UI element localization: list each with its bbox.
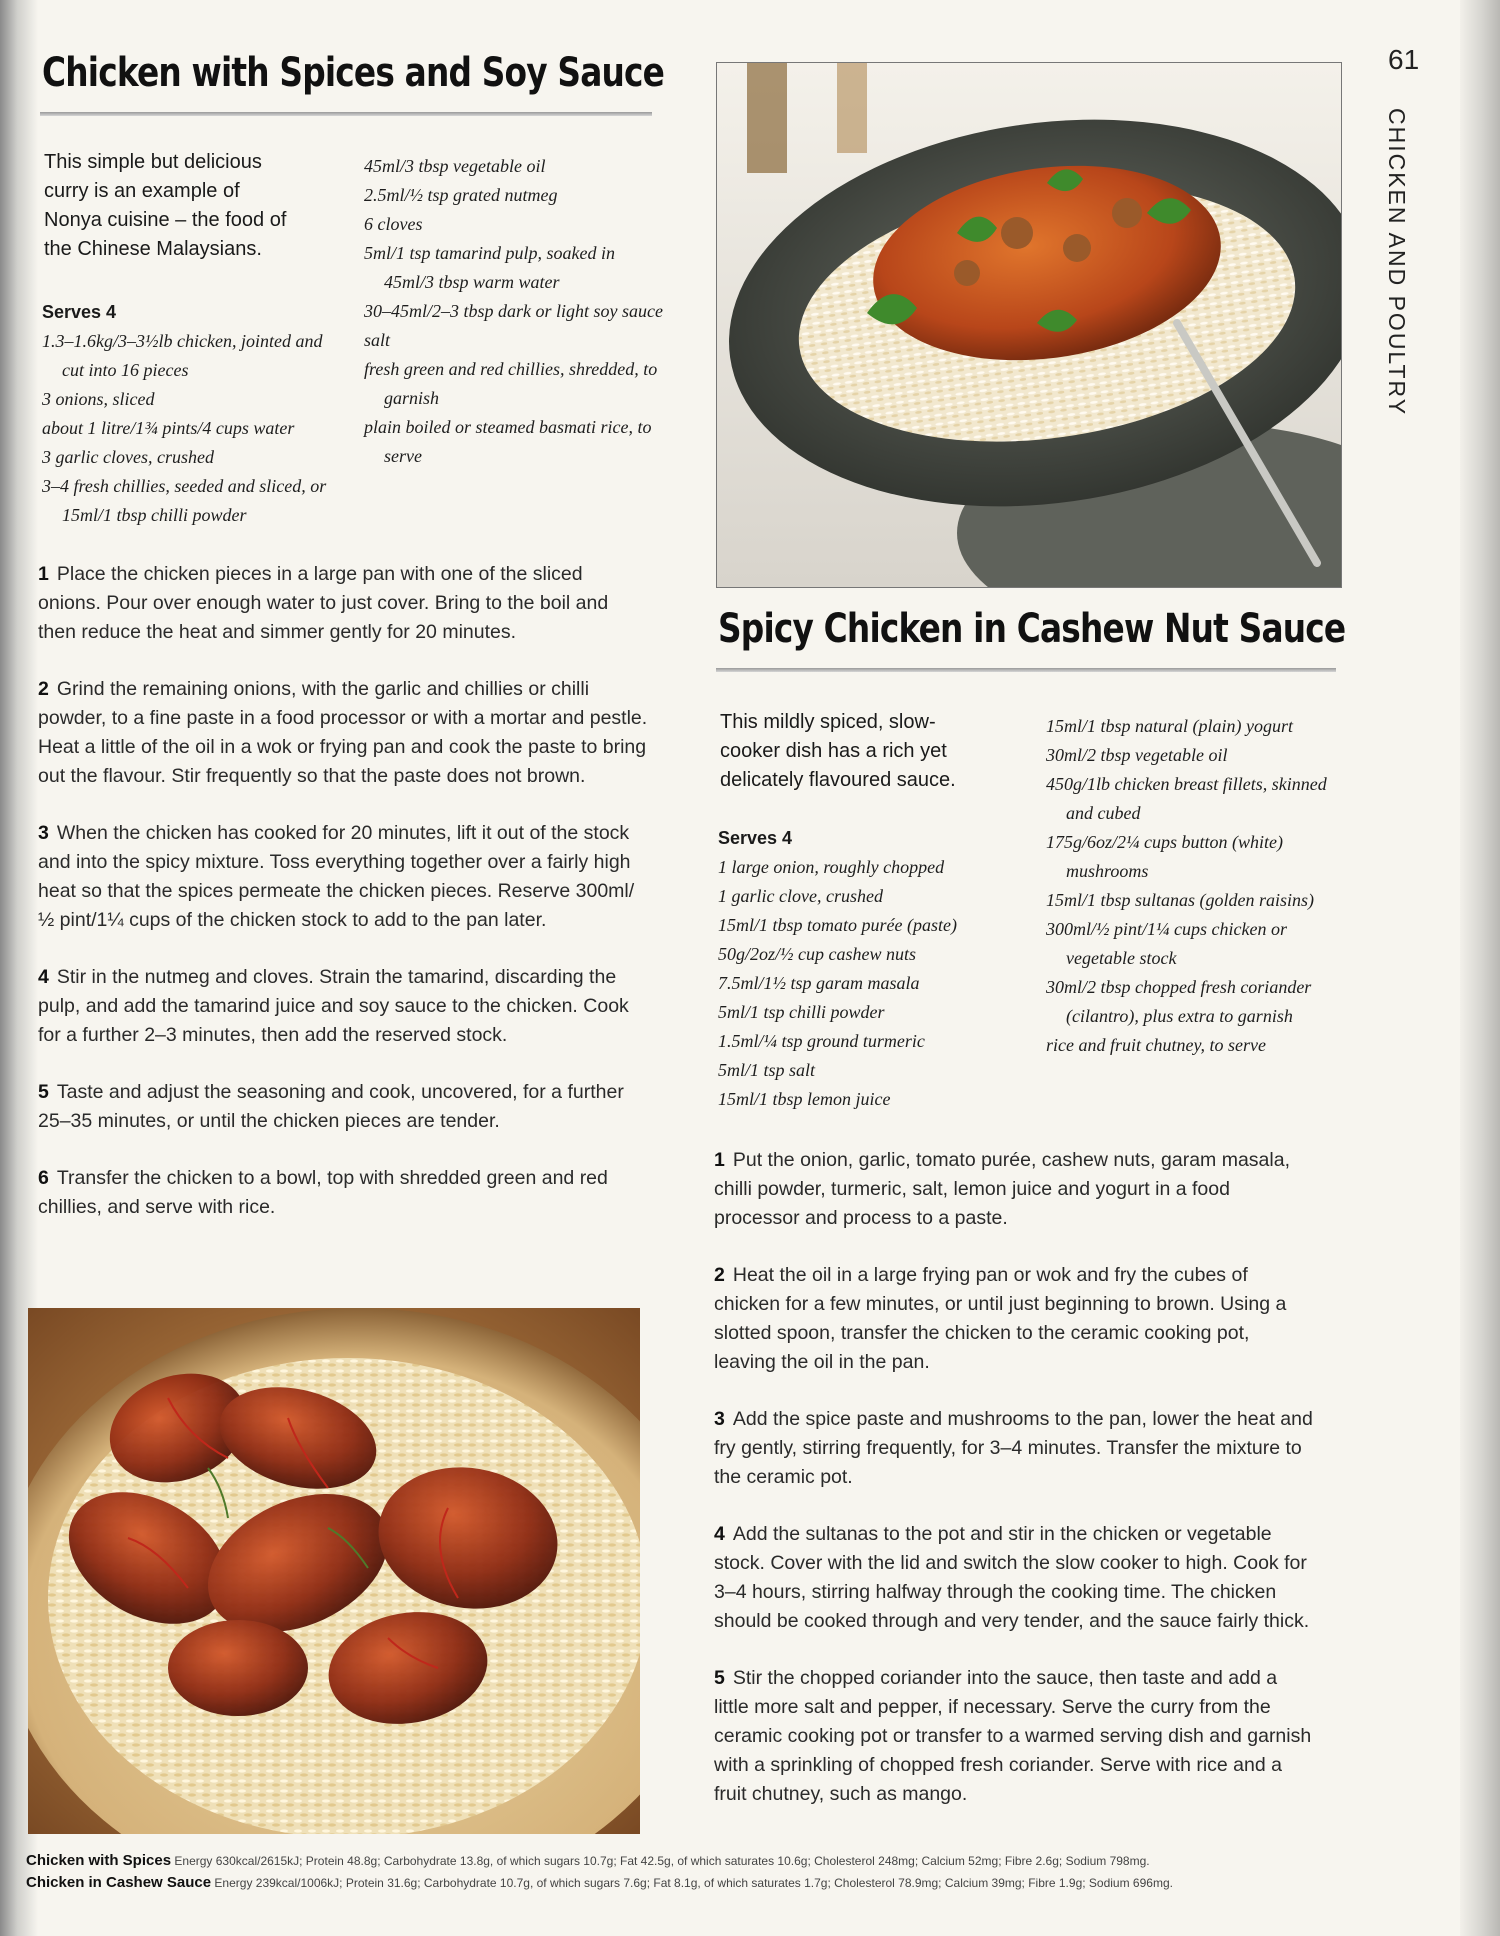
recipe1-ingredient-list-1 [42,327,332,530]
step-text: When the chicken has cooked for 20 minutes, lift it out of the stock and into the spicy mixture. Toss everything together over a fairly high heat so that the spices permeate the chicken pieces. Reserve 300ml/½ pint/1¼ cups of the chicken stock to add to the pan later. [38,822,635,931]
nutrition-name: Chicken with Spices [26,1852,172,1869]
recipe2-method [714,1146,1314,1837]
recipe2-title: Spicy Chicken in Cashew Nut Sauce [718,606,1346,652]
ingredient-item: 30ml/2 tbsp vegetable oil [1046,745,1228,765]
step-text: Place the chicken pieces in a large pan with one of the sliced onions. Pour over enough water to just cover. Bring to the boil and then reduce the heat and simmer gently for 20 minutes. [38,563,609,643]
recipe2-ingredients-left [718,824,1018,1114]
step-number: 4 [714,1523,725,1545]
step-number: 2 [714,1264,725,1286]
method-step [714,1261,1314,1377]
recipe2-ingredient-list-1 [718,853,1018,1114]
method-step [714,1520,1314,1636]
ingredient-item: 50g/2oz/½ cup cashew nuts [718,944,916,964]
step-number: 3 [38,822,49,844]
method-step [38,560,650,647]
method-step [714,1405,1314,1492]
method-step [38,1164,650,1222]
step-number: 1 [714,1149,725,1171]
step-text: Grind the remaining onions, with the garlic and chillies or chilli powder, to a fine paste in a food processor or with a mortar and pestle. Heat a little of the oil in a wok or frying pan and cook the paste to bring out the flavour. Stir frequently so that the paste does not brown. [38,678,648,787]
ingredient-item: 7.5ml/1½ tsp garam masala [718,973,920,993]
ingredient-item: 15ml/1 tbsp natural (plain) yogurt [1046,716,1293,736]
step-text: Stir in the nutmeg and cloves. Strain the tamarind, discarding the pulp, and add the tamarind juice and soy sauce to the chicken. Cook for a further 2–3 minutes, then add the reserved stock. [38,966,629,1046]
ingredient-item: rice and fruit chutney, to serve [1046,1035,1266,1055]
recipe2-serves: Serves 4 [718,828,793,848]
method-step [38,819,650,935]
recipe1-intro: This simple but delicious curry is an example of Nonya cuisine – the food of the Chinese Malaysians. [44,151,287,260]
method-step [38,1078,650,1136]
recipe1-title-rule [40,112,652,116]
step-text: Add the spice paste and mushrooms to the pan, lower the heat and fry gently, stirring frequently, for 3–4 minutes. Transfer the mixture to the ceramic pot. [714,1408,1313,1488]
ingredient-item: 1.5ml/¼ tsp ground turmeric [718,1031,925,1051]
step-text: Taste and adjust the seasoning and cook, uncovered, for a further 25–35 minutes, or until the chicken pieces are tender. [38,1081,624,1132]
nutrition-info [26,1850,1173,1894]
step-number: 2 [38,678,49,700]
recipe2-title-rule [716,668,1336,672]
running-head: CHICKEN AND POULTRY [1384,108,1410,417]
ingredient-item: 30ml/2 tbsp chopped fresh coriander (cilantro), plus extra to garnish [1046,977,1312,1026]
page-edge [1460,0,1500,1936]
step-text: Heat the oil in a large frying pan or wok and fry the cubes of chicken for a few minutes, or until just beginning to brown. Using a slotted spoon, transfer the chicken to the ceramic cooking pot, leaving the oil in the pan. [714,1264,1287,1373]
ingredient-item: 1.3–1.6kg/3–3½lb chicken, jointed and cut into 16 pieces [42,331,323,380]
recipe2-intro: This mildly spiced, slow-cooker dish has a rich yet delicately flavoured sauce. [720,711,956,791]
nutrition-text: Energy 630kcal/2615kJ; Protein 48.8g; Carbohydrate 13.8g, of which sugars 10.7g; Fat 42.5g, of which saturates 10.6g; Cholesterol 248mg; Calcium 52mg; Fibre 2.6g; Sodium 798mg. [174,1854,1150,1868]
step-text: Add the sultanas to the pot and stir in the chicken or vegetable stock. Cover with the lid and switch the slow cooker to high. Cook for 3–4 hours, stirring halfway through the cooking time. The chicken should be cooked through and very tender, and the sauce fairly thick. [714,1523,1310,1632]
recipe1-ingredient-list-2 [364,152,664,471]
ingredient-item: fresh green and red chillies, shredded, to garnish [364,359,658,408]
ingredient-item: 5ml/1 tsp chilli powder [718,1002,885,1022]
method-step [38,675,650,791]
step-number: 5 [714,1667,725,1689]
step-number: 5 [38,1081,49,1103]
ingredient-item: 1 garlic clove, crushed [718,886,883,906]
nutrition-text: Energy 239kcal/1006kJ; Protein 31.6g; Carbohydrate 10.7g, of which sugars 7.6g; Fat 8.1g, of which saturates 1.7g; Cholesterol 78.9mg; Calcium 39mg; Fibre 1.9g; Sodium 696mg. [214,1876,1173,1890]
step-number: 1 [38,563,49,585]
recipe2-ingredient-list-2 [1046,712,1346,1060]
ingredient-item: plain boiled or steamed basmati rice, to serve [364,417,652,466]
method-step [714,1664,1314,1809]
chicken-rice-photo [28,1308,640,1834]
page-number: 61 [1388,44,1420,75]
cashew-chicken-photo [716,62,1342,588]
method-step [714,1146,1314,1233]
ingredient-item: 45ml/3 tbsp vegetable oil [364,156,546,176]
step-text: Transfer the chicken to a bowl, top with shredded green and red chillies, and serve with rice. [38,1167,608,1218]
ingredient-item: 3 onions, sliced [42,389,155,409]
ingredient-item: 15ml/1 tbsp lemon juice [718,1089,891,1109]
ingredient-item: 3–4 fresh chillies, seeded and sliced, or 15ml/1 tbsp chilli powder [42,476,327,525]
recipe1-title: Chicken with Spices and Soy Sauce [42,50,665,96]
ingredient-item: 1 large onion, roughly chopped [718,857,945,877]
ingredient-item: 15ml/1 tbsp tomato purée (paste) [718,915,957,935]
ingredient-item: salt [364,330,391,350]
ingredient-item: 30–45ml/2–3 tbsp dark or light soy sauce [364,301,663,321]
step-number: 6 [38,1167,49,1189]
nutrition-name: Chicken in Cashew Sauce [26,1874,212,1891]
ingredient-item: 300ml/½ pint/1¼ cups chicken or vegetable stock [1046,919,1287,968]
ingredient-item: about 1 litre/1¾ pints/4 cups water [42,418,295,438]
nutrition-line-1 [26,1850,1173,1872]
ingredient-item: 3 garlic cloves, crushed [42,447,214,467]
step-text: Stir the chopped coriander into the sauce, then taste and add a little more salt and pepper, if necessary. Serve the curry from the ceramic cooking pot or transfer to a warmed serving dish and garnish with a sprinkling of chopped fresh coriander. Serve with rice and a fruit chutney, such as mango. [714,1667,1312,1805]
recipe1-ingredients-left [42,298,332,530]
ingredient-item: 5ml/1 tsp tamarind pulp, soaked in 45ml/3 tbsp warm water [364,243,615,292]
ingredient-item: 175g/6oz/2¼ cups button (white) mushrooms [1046,832,1283,881]
ingredient-item: 6 cloves [364,214,423,234]
ingredient-item: 5ml/1 tsp salt [718,1060,816,1080]
method-step [38,963,650,1050]
ingredient-item: 2.5ml/½ tsp grated nutmeg [364,185,558,205]
step-text: Put the onion, garlic, tomato purée, cashew nuts, garam masala, chilli powder, turmeric, salt, lemon juice and yogurt in a food processor and process to a paste. [714,1149,1290,1229]
recipe1-serves: Serves 4 [42,302,117,322]
ingredient-item: 15ml/1 tbsp sultanas (golden raisins) [1046,890,1315,910]
step-number: 4 [38,966,49,988]
step-number: 3 [714,1408,725,1430]
nutrition-line-2 [26,1872,1173,1894]
ingredient-item: 450g/1lb chicken breast fillets, skinned and cubed [1046,774,1327,823]
recipe1-method [38,560,650,1250]
